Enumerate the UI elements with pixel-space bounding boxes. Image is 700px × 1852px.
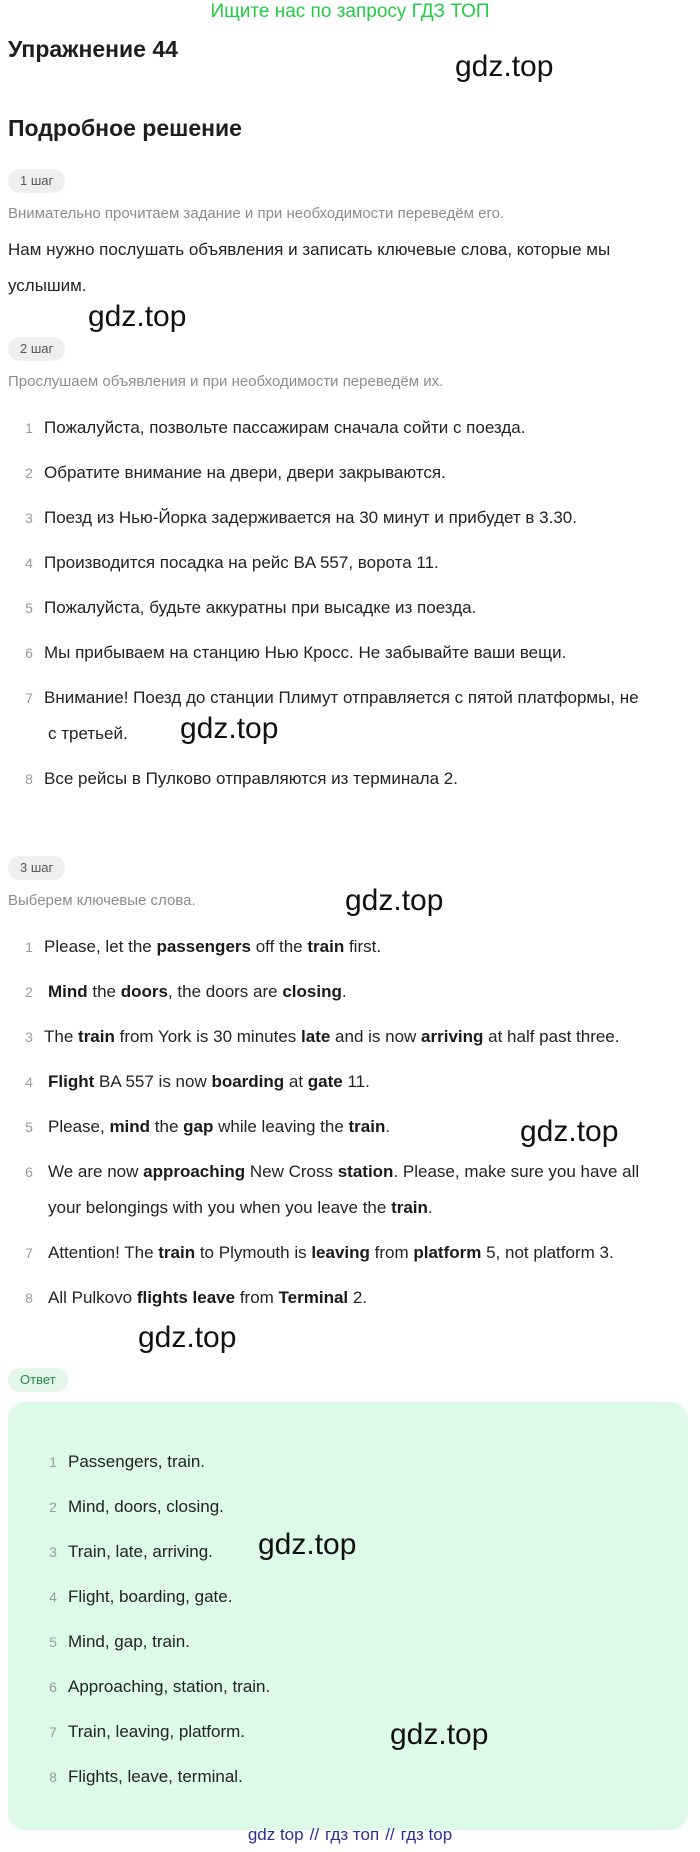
item-text: Мы прибываем на станцию Нью Кросс. Не забывайте ваши вещи. bbox=[44, 643, 567, 662]
footer-separator: // bbox=[309, 1825, 320, 1844]
item-number: 6 bbox=[25, 1164, 33, 1180]
item-number: 8 bbox=[25, 771, 33, 787]
footer-separator: // bbox=[385, 1825, 395, 1844]
item-text: Flight BA 557 is now boarding at gate 11. bbox=[48, 1072, 370, 1091]
item-text: All Pulkovo flights leave from Terminal 2. bbox=[48, 1288, 368, 1307]
item-number: 3 bbox=[25, 1029, 33, 1045]
watermark: gdz.top bbox=[520, 1115, 619, 1148]
item-text: Пожалуйста, будьте аккуратны при высадке из поезда. bbox=[44, 598, 477, 617]
item-text: Train, late, arriving. bbox=[68, 1542, 213, 1561]
step-2-badge: 2 шаг bbox=[8, 337, 65, 361]
item-number: 1 bbox=[25, 420, 33, 436]
answer-badge: Ответ bbox=[8, 1368, 68, 1392]
item-text: Flights, leave, terminal. bbox=[68, 1767, 243, 1786]
watermark: gdz.top bbox=[180, 712, 279, 745]
step-3-hint: Выберем ключевые слова. bbox=[8, 892, 196, 909]
item-text: Mind the doors, the doors are closing. bbox=[48, 982, 347, 1001]
item-number: 7 bbox=[25, 690, 33, 706]
search-banner: Ищите нас по запросу ГДЗ ТОП bbox=[210, 1, 490, 22]
item-text: Train, leaving, platform. bbox=[68, 1722, 245, 1741]
exercise-title: Упражнение 44 bbox=[8, 36, 178, 62]
item-number: 8 bbox=[49, 1769, 57, 1785]
watermark: gdz.top bbox=[88, 300, 187, 333]
item-text: с третьей. bbox=[48, 724, 128, 743]
item-text: Attention! The train to Plymouth is leaving from platform 5, not platform 3. bbox=[48, 1243, 614, 1262]
item-number: 3 bbox=[49, 1544, 57, 1560]
watermark: gdz.top bbox=[390, 1718, 489, 1751]
item-text: Mind, gap, train. bbox=[68, 1632, 190, 1651]
item-number: 5 bbox=[25, 1119, 33, 1135]
item-text: Производится посадка на рейс BA 557, ворота 11. bbox=[44, 553, 439, 572]
step-1-badge: 1 шаг bbox=[8, 169, 65, 193]
item-number: 2 bbox=[49, 1499, 57, 1515]
item-number: 4 bbox=[25, 1074, 33, 1090]
item-number: 5 bbox=[49, 1634, 57, 1650]
item-number: 8 bbox=[25, 1290, 33, 1306]
item-number: 4 bbox=[25, 555, 33, 571]
item-number: 4 bbox=[49, 1589, 57, 1605]
item-number: 3 bbox=[25, 510, 33, 526]
watermark: gdz.top bbox=[138, 1321, 237, 1354]
item-number: 5 bbox=[25, 600, 33, 616]
item-text: The train from York is 30 minutes late and is now arriving at half past three. bbox=[44, 1027, 620, 1046]
item-number: 6 bbox=[25, 645, 33, 661]
item-number: 2 bbox=[25, 465, 33, 481]
item-number: 2 bbox=[25, 984, 33, 1000]
step-2-hint: Прослушаем объявления и при необходимости переведём их. bbox=[8, 373, 444, 390]
item-text: We are now approaching New Cross station. Please, make sure you have all bbox=[48, 1162, 640, 1181]
step-1-text-line-2: услышим. bbox=[8, 276, 87, 295]
item-text: Passengers, train. bbox=[68, 1452, 206, 1471]
item-text: Mind, doors, closing. bbox=[68, 1497, 224, 1516]
footer-link-gdz-top-mixed[interactable]: гдз top bbox=[400, 1825, 453, 1844]
item-number: 1 bbox=[25, 939, 33, 955]
item-text: Approaching, station, train. bbox=[68, 1677, 271, 1696]
step-1-text-line-1: Нам нужно послушать объявления и записать ключевые слова, которые мы bbox=[8, 240, 611, 259]
step-1-hint: Внимательно прочитаем задание и при необходимости переведём его. bbox=[8, 205, 505, 222]
watermark: gdz.top bbox=[258, 1528, 357, 1561]
item-number: 7 bbox=[25, 1245, 33, 1261]
step-3-badge: 3 шаг bbox=[8, 856, 65, 880]
item-text: Please, mind the gap while leaving the train. bbox=[48, 1117, 391, 1136]
item-text: Обратите внимание на двери, двери закрываются. bbox=[44, 463, 446, 482]
watermark: gdz.top bbox=[345, 884, 444, 917]
footer-link-gdz-top-ru[interactable]: гдз топ bbox=[325, 1825, 380, 1844]
item-text: Пожалуйста, позвольте пассажирам сначала сойти с поезда. bbox=[44, 418, 526, 437]
item-text: Все рейсы в Пулково отправляются из терминала 2. bbox=[44, 769, 458, 788]
item-text: Please, let the passengers off the train first. bbox=[44, 937, 382, 956]
watermark: gdz.top bbox=[455, 50, 554, 83]
item-number: 6 bbox=[49, 1679, 57, 1695]
item-text: Внимание! Поезд до станции Плимут отправляется с пятой платформы, не bbox=[44, 688, 639, 707]
item-number: 7 bbox=[49, 1724, 57, 1740]
item-text: your belongings with you when you leave the train. bbox=[48, 1198, 433, 1217]
item-text: Поезд из Нью-Йорка задерживается на 30 минут и прибудет в 3.30. bbox=[44, 508, 577, 527]
item-text: Flight, boarding, gate. bbox=[68, 1587, 233, 1606]
solution-title: Подробное решение bbox=[8, 115, 242, 141]
footer-link-gdz-top[interactable]: gdz top bbox=[247, 1825, 304, 1844]
footer-links bbox=[0, 1825, 700, 1845]
item-number: 1 bbox=[49, 1454, 57, 1470]
